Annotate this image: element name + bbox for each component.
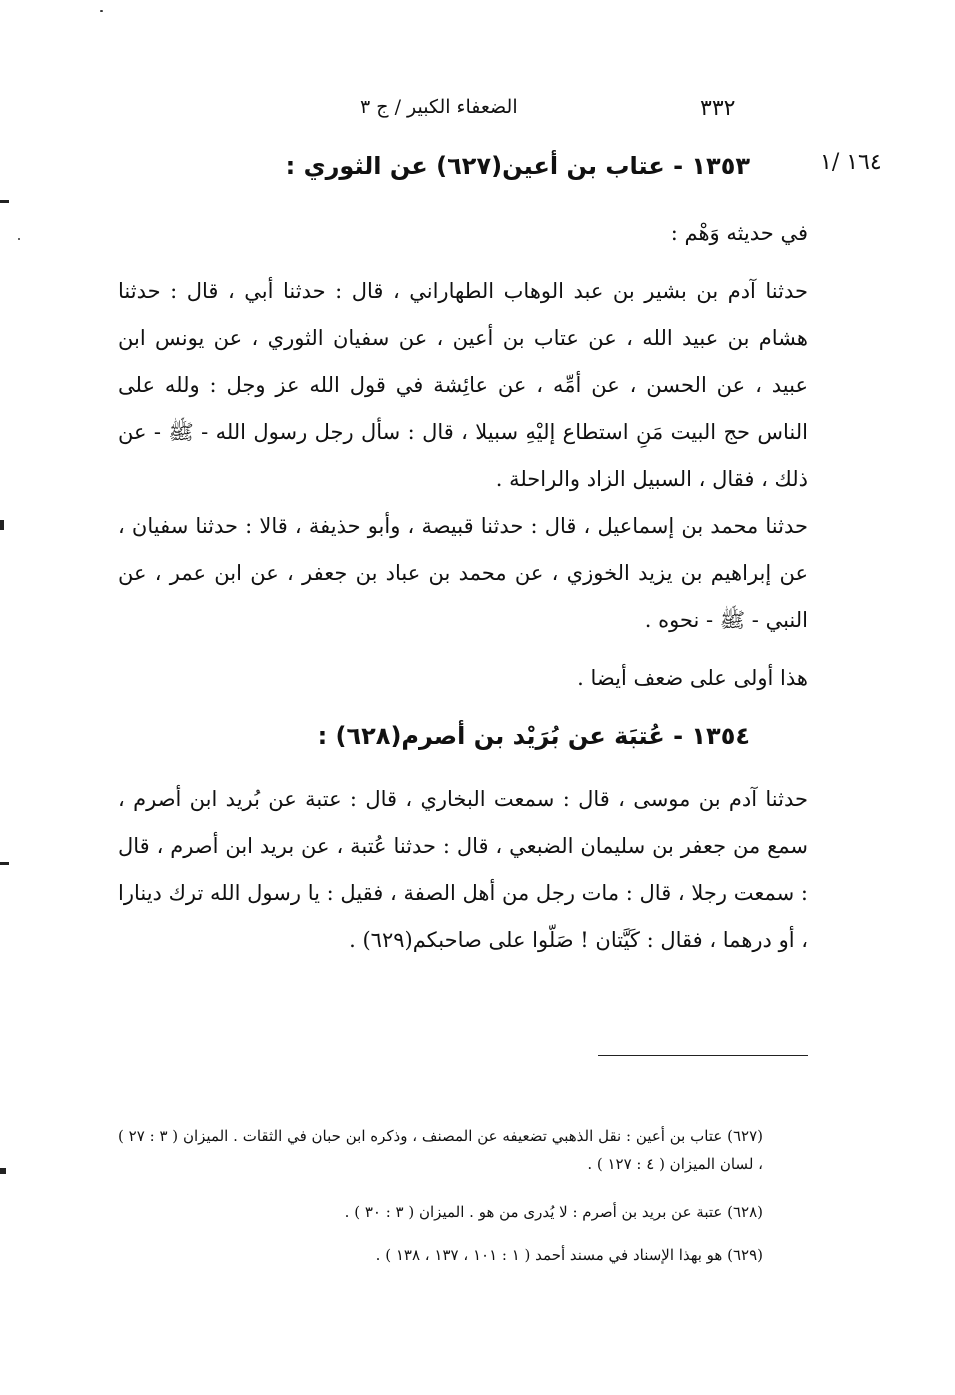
running-title: الضعفاء الكبير / ج ٣ xyxy=(360,96,518,118)
body-paragraph: حدثنا آدم بن بشير بن عبد الوهاب الطهاراني ، قال : حدثنا أبي ، قال : حدثنا هشام بن عبيد الله ، عن عتاب بن أعين ، عن سفيان الثوري ، عن يونس ابن عبيد ، عن الحسن ، عن أمِّه ، عن عائِشة في قول الله عز وجل : ولله على الناس حج البيت مَنِ استطاع إليْهِ سبيلا ، قال : سأل رجل رسول الله - ﷺ - عن ذلك ، فقال ، السبيل الزاد والراحلة . xyxy=(118,279,808,491)
scan-edge-mark xyxy=(0,520,4,530)
footnote: (٦٢٨) عتبة عن بريد بن أصرم : لا يُدرى من هو . الميزان ( ٣ : ٣٠ ) . xyxy=(344,1203,763,1221)
body-paragraph: حدثنا محمد بن إسماعيل ، قال : حدثنا قبيصة ، وأبو حذيفة ، قالا : حدثنا سفيان ، عن إبراهيم بن يزيد الخوزي ، عن محمد بن عباد بن جعفر ، عن ابن عمر ، عن النبي - ﷺ - نحوه . xyxy=(118,514,808,632)
entry-intro: في حديثه وَهْم : xyxy=(670,221,808,245)
body-paragraph: حدثنا آدم بن موسى ، قال : سمعت البخاري ، قال : عتبة عن بُريد ابن أصرم ، سمع من جعفر بن سليمان الضبعي ، قال : حدثنا عُتبة ، عن بريد ابن أصرم ، قال : سمعت رجلا ، قال : مات رجل من أهل الصفة ، فقيل : يا رسول الله ترك دينارا ، أو درهما ، فقال : كَيَّتان ! صَلّوا على صاحبكم(٦٢٩) . xyxy=(118,787,808,952)
entry-heading-1353: ١٣٥٣ - عتاب بن أعين(٦٢٧) عن الثوري : xyxy=(285,152,750,180)
body-paragraph: هذا أولى على ضعف أيضا . xyxy=(577,666,808,690)
entry-heading-1354: ١٣٥٤ - عُتبَة عن بُرَيْد بن أصرم(٦٢٨) : xyxy=(317,722,750,750)
footnote: (٦٢٧) عتاب بن أعين : نقل الذهبي تضعيفه عن المصنف ، وذكره ابن حبان في الثقات . الميزان ( ٣ : ٢٧ ) ، لسان الميزان ( ٤ : ١٢٧ ) . xyxy=(118,1127,763,1173)
scan-edge-mark xyxy=(0,200,9,203)
scan-speck xyxy=(100,10,103,12)
scan-speck xyxy=(18,238,20,240)
scan-edge-mark xyxy=(0,862,9,865)
scan-edge-mark xyxy=(0,1168,6,1174)
margin-reference: ١٦٤ /١ xyxy=(820,150,882,175)
footnote: (٦٢٩) هو بهذا الإسناد في مسند أحمد ( ١ : ١٠١ ، ١٣٧ ، ١٣٨ ) . xyxy=(375,1246,763,1264)
footnote-divider xyxy=(598,1055,808,1056)
page-number: ٣٣٢ xyxy=(700,96,736,121)
